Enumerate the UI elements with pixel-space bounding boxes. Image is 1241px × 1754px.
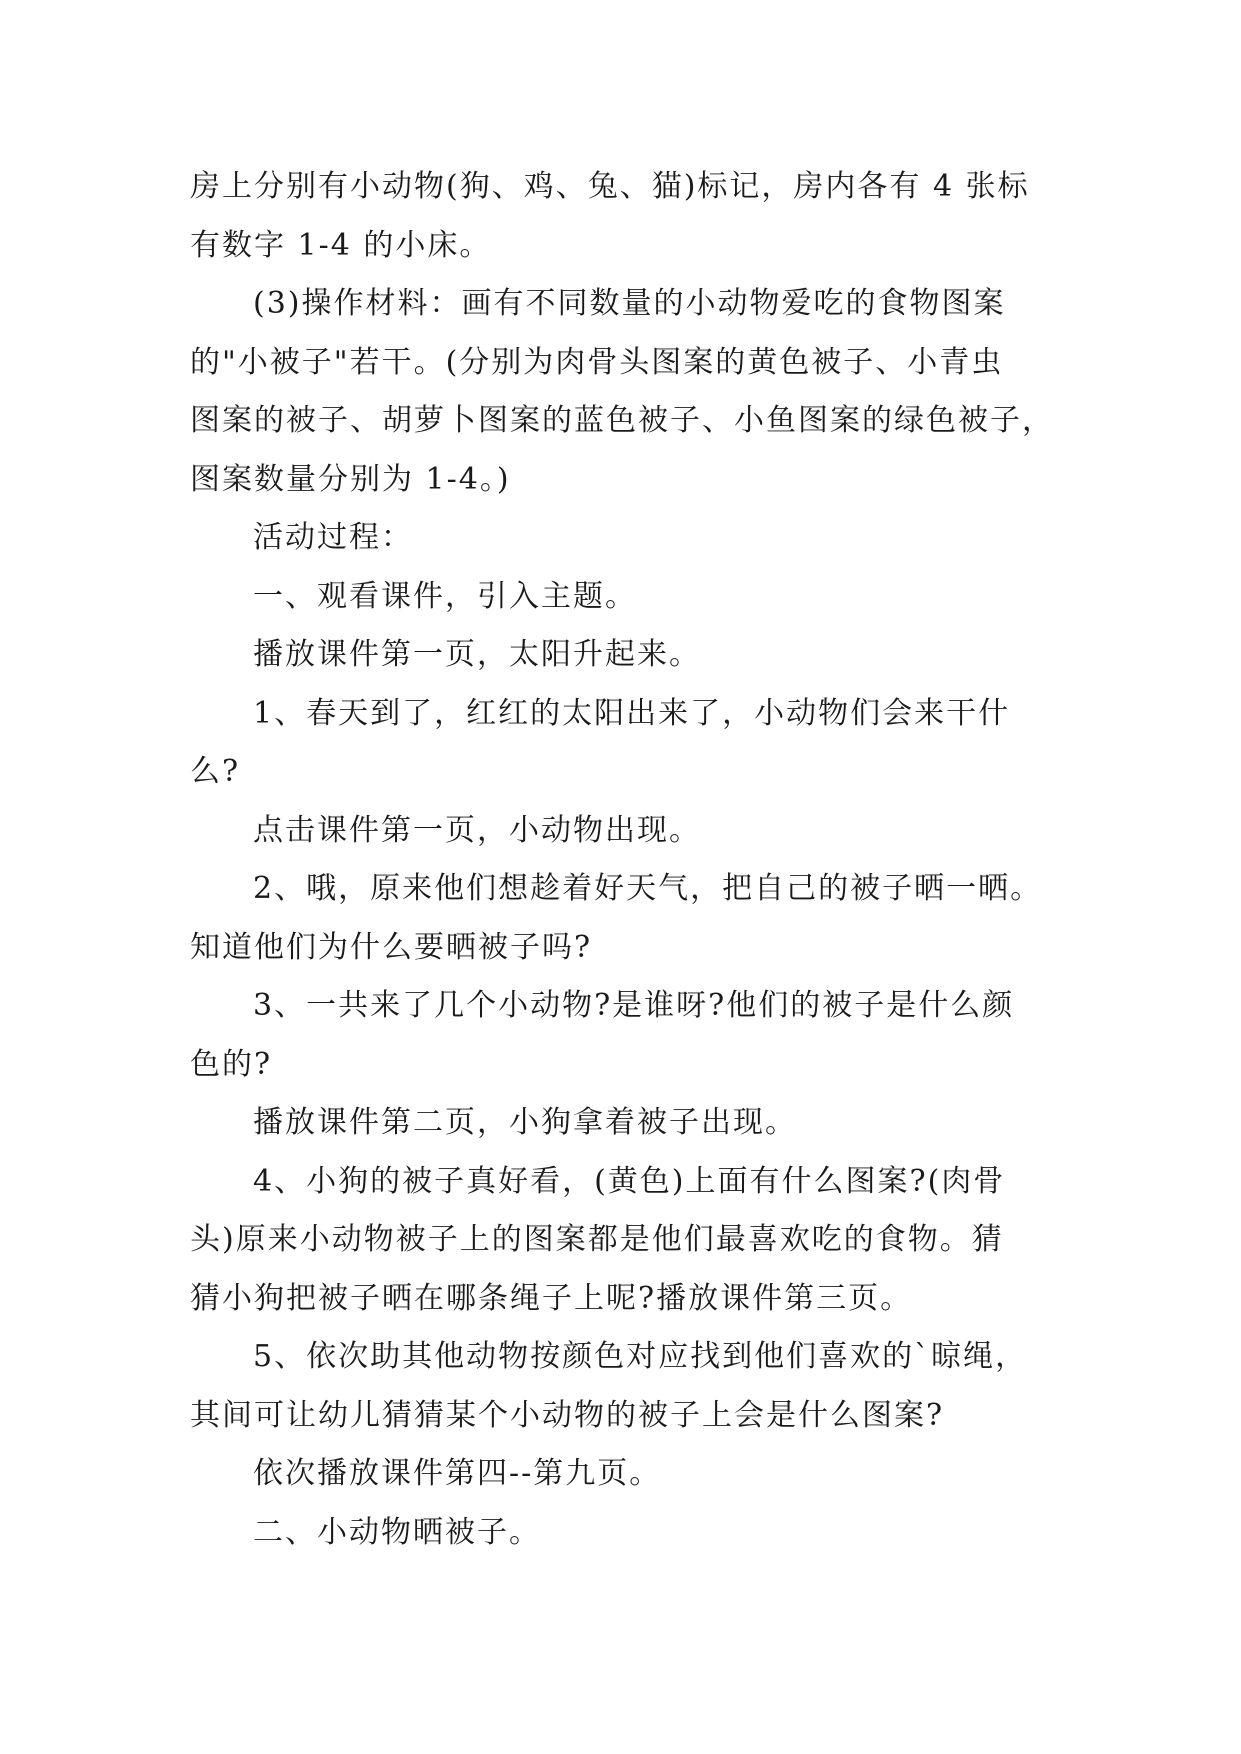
text-line: 图案的被子、胡萝卜图案的蓝色被子、小鱼图案的绿色被子， [190, 403, 1054, 438]
text-line: 点击课件第一页，小动物出现。 [253, 812, 701, 848]
section-heading: 活动过程： [253, 520, 413, 555]
text-line: 2、哦，原来他们想趁着好天气，把自己的被子晒一晒。 [253, 871, 1043, 906]
text-line: 知道他们为什么要晒被子吗? [190, 929, 593, 965]
text-line: 么? [190, 754, 241, 789]
text-line: 5、依次助其他动物按颜色对应找到他们喜欢的`晾绳， [253, 1339, 1028, 1374]
text-line: 图案数量分别为 1-4。) [190, 461, 511, 497]
text-line: 猜小狗把被子晒在哪条绳子上呢?播放课件第三页。 [190, 1280, 913, 1316]
text-line: 其间可让幼儿猜猜某个小动物的被子上会是什么图案? [190, 1397, 945, 1433]
text-line: 有数字 1-4 的小床。 [190, 227, 492, 263]
text-line: 4、小狗的被子真好看，(黄色)上面有什么图案?(肉骨 [253, 1163, 1006, 1199]
section-heading: 一、观看课件，引入主题。 [253, 578, 637, 614]
text-line: 播放课件第一页，太阳升起来。 [253, 637, 701, 672]
document-body [190, 158, 1054, 1562]
text-line: 的"小被子"若干。(分别为肉骨头图案的黄色被子、小青虫 [190, 344, 1004, 380]
text-line: 1、春天到了，红红的太阳出来了，小动物们会来干什 [253, 695, 1011, 731]
section-heading: 二、小动物晒被子。 [253, 1514, 541, 1550]
text-line: 色的? [190, 1046, 273, 1082]
text-line: 播放课件第二页，小狗拿着被子出现。 [253, 1105, 797, 1140]
text-line: 3、一共来了几个小动物?是谁呀?他们的被子是什么颜 [253, 988, 1015, 1023]
text-line: (3)操作材料：画有不同数量的小动物爱吃的食物图案 [253, 286, 1006, 321]
text-line: 头)原来小动物被子上的图案都是他们最喜欢吃的食物。猜 [190, 1222, 1004, 1257]
text-line: 房上分别有小动物(狗、鸡、兔、猫)标记，房内各有 4 张标 [190, 169, 1030, 204]
text-line: 依次播放课件第四--第九页。 [253, 1456, 662, 1491]
